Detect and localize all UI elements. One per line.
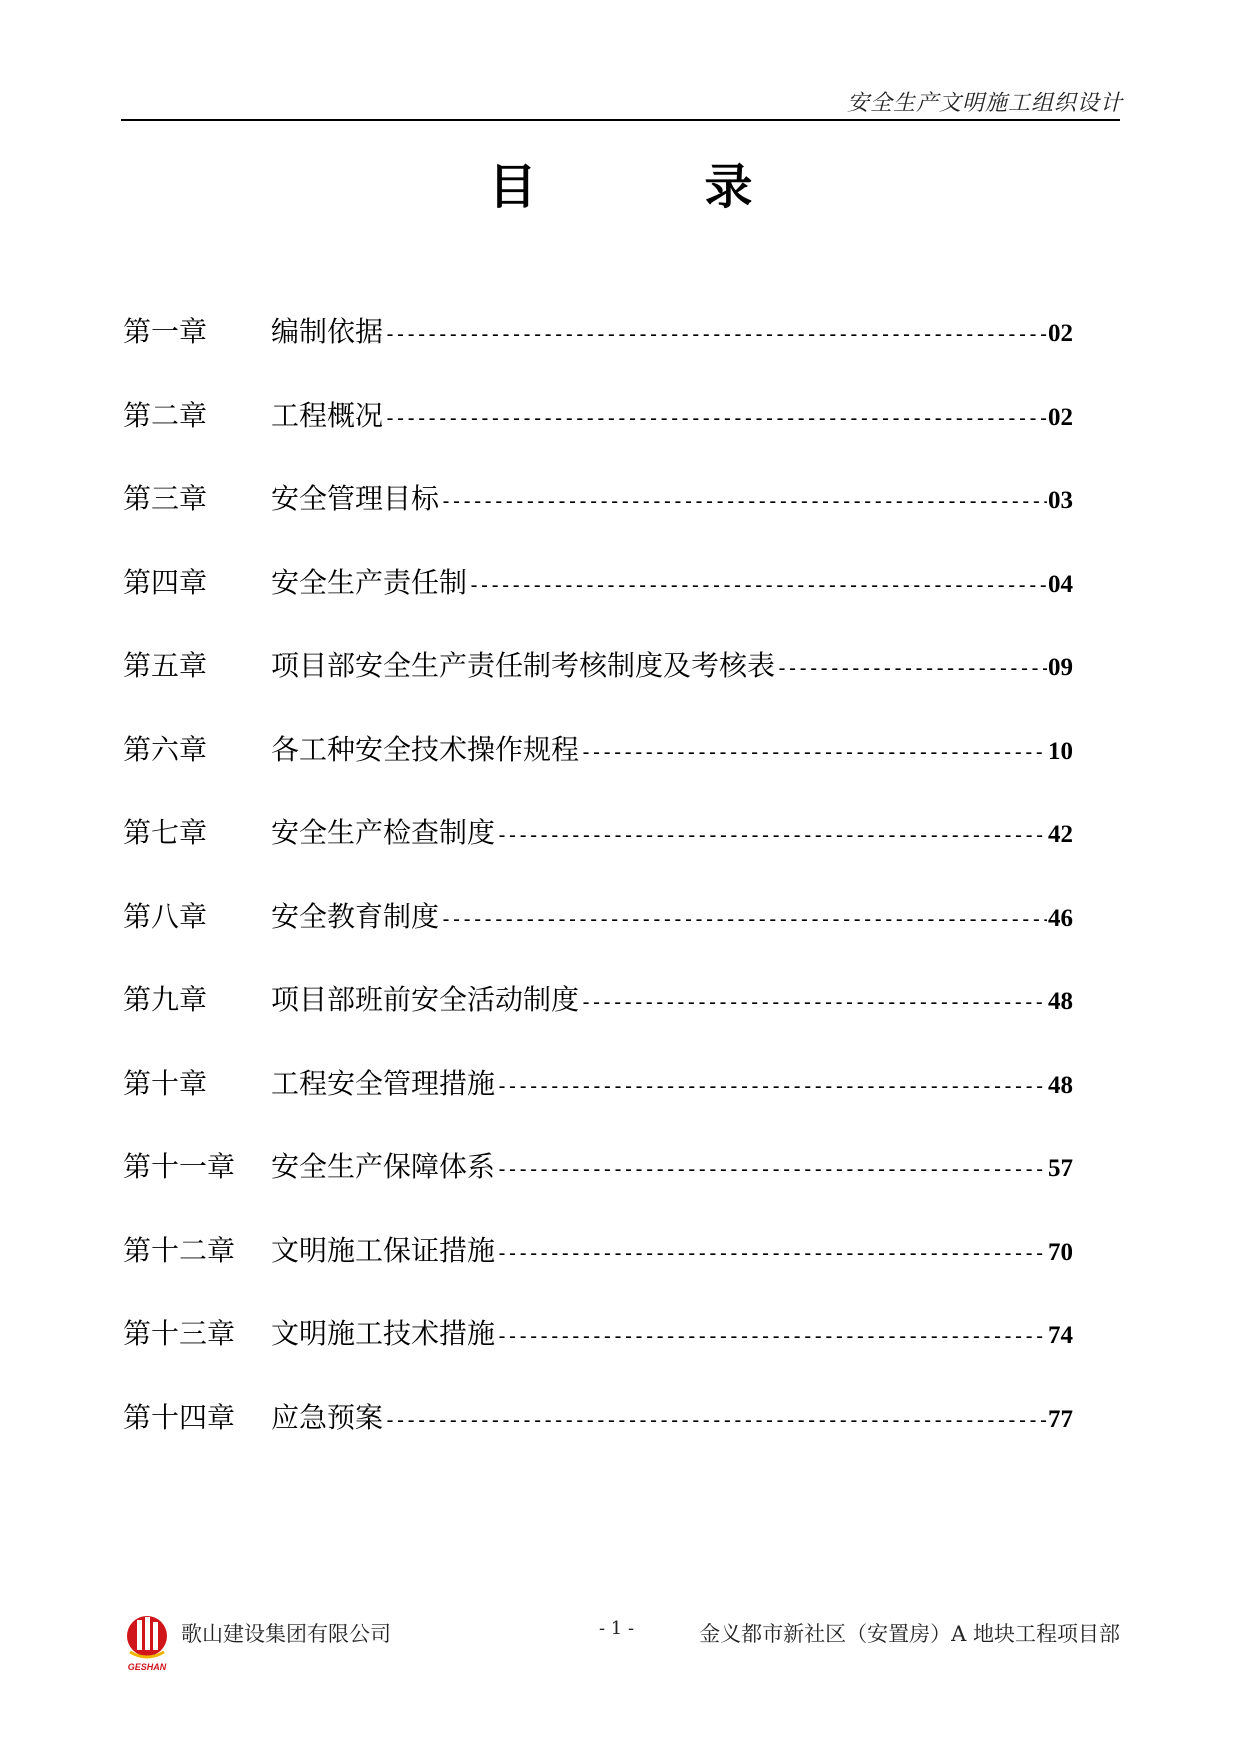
toc-title: 文明施工保证措施 [271,1233,496,1267]
toc-title: 工程概况 [271,398,384,432]
toc-title: 各工种安全技术操作规程 [271,732,580,766]
toc-leader [384,322,1047,346]
logo-wordmark: GESHAN [127,1662,167,1672]
toc-page: 46 [1048,904,1073,932]
toc-chapter: 第十二章 [123,1233,236,1267]
company-name: 歌山建设集团有限公司 [181,1622,391,1646]
toc-leader [496,823,1047,847]
toc-entry[interactable] [123,1396,1073,1480]
header-rule [121,119,1120,121]
footer [121,1612,1121,1682]
toc-entry[interactable] [123,1145,1073,1229]
toc-title: 安全管理目标 [271,482,440,515]
toc-leader [580,740,1047,764]
toc-chapter: 第十四章 [123,1400,236,1434]
toc-title: 项目部班前安全活动制度 [271,983,580,1016]
toc-leader [496,1324,1047,1348]
toc-entry[interactable] [123,895,1073,979]
toc-entry[interactable] [123,1062,1073,1146]
toc-page: 03 [1048,487,1073,514]
toc-page: 02 [1048,320,1073,347]
toc-chapter: 第八章 [123,899,208,933]
toc-chapter: 第四章 [123,565,208,599]
toc-leader [440,489,1047,513]
toc-entry[interactable] [123,728,1073,812]
toc-entry[interactable] [123,561,1073,645]
toc-page: 10 [1048,737,1073,765]
toc-leader [496,1157,1047,1181]
toc-title: 项目部安全生产责任制考核制度及考核表 [271,649,776,682]
toc-title: 安全生产检查制度 [271,816,496,849]
toc-entry[interactable] [123,978,1073,1062]
toc-title: 文明施工技术措施 [271,1317,496,1350]
toc-leader [580,990,1047,1014]
toc-entry[interactable] [123,394,1073,478]
toc-leader [384,406,1047,430]
toc-leader [384,1408,1047,1432]
table-of-contents [123,310,1073,1479]
toc-title: 安全生产责任制 [271,565,468,599]
toc-entry[interactable] [123,811,1073,895]
toc-chapter: 第六章 [123,732,208,766]
toc-page: 77 [1048,1405,1073,1433]
toc-leader [440,907,1047,931]
toc-entry[interactable] [123,644,1073,728]
page-title-left: 目 [488,159,537,215]
toc-title: 应急预案 [271,1400,384,1434]
toc-chapter: 第二章 [123,398,208,432]
toc-leader [468,573,1047,597]
toc-entry[interactable] [123,310,1073,394]
toc-chapter: 第一章 [123,315,208,348]
toc-title: 安全教育制度 [271,899,440,933]
toc-page: 42 [1048,821,1073,848]
toc-page: 48 [1048,1071,1073,1099]
toc-chapter: 第十三章 [123,1317,236,1350]
header-title: 安全生产文明施工组织设计 [846,91,1123,116]
company-logo-icon [124,1612,170,1674]
page-title-right: 录 [704,159,753,215]
toc-page: 02 [1048,403,1073,431]
page-title [0,148,1241,217]
page-number: - 1 - [599,1618,635,1639]
toc-page: 70 [1048,1238,1073,1266]
toc-page: 09 [1048,654,1073,681]
toc-page: 04 [1048,570,1073,598]
toc-title: 工程安全管理措施 [271,1066,496,1100]
toc-leader [496,1074,1047,1098]
toc-entry[interactable] [123,477,1073,561]
toc-chapter: 第七章 [123,816,208,849]
toc-chapter: 第十章 [123,1066,208,1100]
toc-chapter: 第十一章 [123,1150,236,1183]
toc-page: 57 [1048,1155,1073,1182]
toc-entry[interactable] [123,1312,1073,1396]
toc-chapter: 第九章 [123,983,208,1016]
toc-title: 编制依据 [271,315,384,348]
project-name: 金义都市新社区（安置房）A 地块工程项目部 [699,1622,1120,1646]
toc-leader [496,1241,1047,1265]
toc-title: 安全生产保障体系 [271,1150,496,1183]
toc-page: 74 [1048,1322,1073,1349]
toc-page: 48 [1048,988,1073,1015]
toc-leader [776,656,1047,680]
toc-entry[interactable] [123,1229,1073,1313]
toc-chapter: 第三章 [123,482,208,515]
toc-chapter: 第五章 [123,649,208,682]
